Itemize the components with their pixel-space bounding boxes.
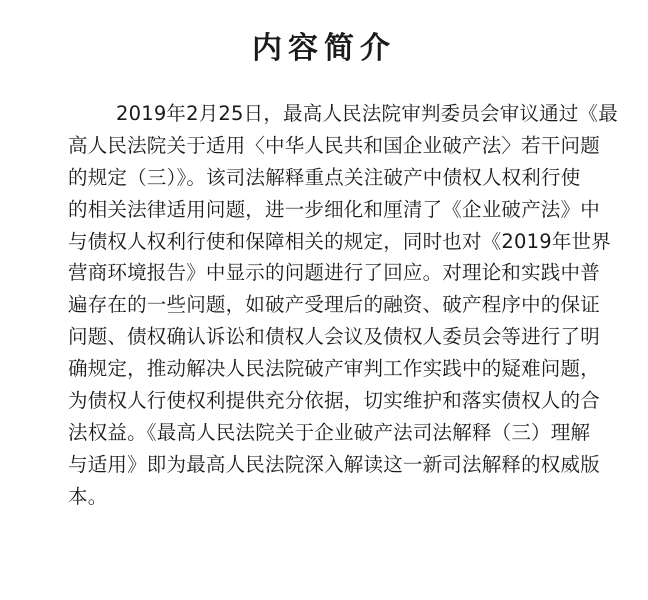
- page-title: 内容简介: [252, 31, 396, 66]
- paragraph-line: 为债权人行使权利提供充分依据，切实维护和落实债权人的合: [68, 389, 600, 413]
- paragraph-line: 高人民法院关于适用〈中华人民共和国企业破产法〉若干问题: [68, 133, 600, 157]
- paragraph-line: 与适用》即为最高人民法院深入解读这一新司法解释的权威版: [68, 452, 600, 476]
- paragraph-line: 营商环境报告》中显示的问题进行了回应。对理论和实践中普: [68, 261, 600, 285]
- paragraph-line: 本。: [68, 484, 108, 508]
- paragraph-line: 问题、债权确认诉讼和债权人会议及债权人委员会等进行了明: [68, 325, 600, 349]
- synopsis-paragraph: [68, 98, 618, 513]
- paragraph-line: 2019年2月25日，最高人民法院审判委员会审议通过《最: [116, 102, 618, 125]
- paragraph-line: 确规定，推动解决人民法院破产审判工作实践中的疑难问题，: [68, 357, 600, 381]
- paragraph-line: 的相关法律适用问题，进一步细化和厘清了《企业破产法》中: [68, 197, 600, 221]
- paragraph-line: 遍存在的一些问题，如破产受理后的融资、破产程序中的保证: [68, 293, 600, 317]
- paragraph-line: 的规定（三）》。该司法解释重点关注破产中债权人权利行使: [68, 165, 581, 189]
- paragraph-line: 法权益。《最高人民法院关于企业破产法司法解释（三）理解: [68, 420, 591, 444]
- paragraph-line: 与债权人权利行使和保障相关的规定，同时也对《2019年世界: [68, 229, 611, 253]
